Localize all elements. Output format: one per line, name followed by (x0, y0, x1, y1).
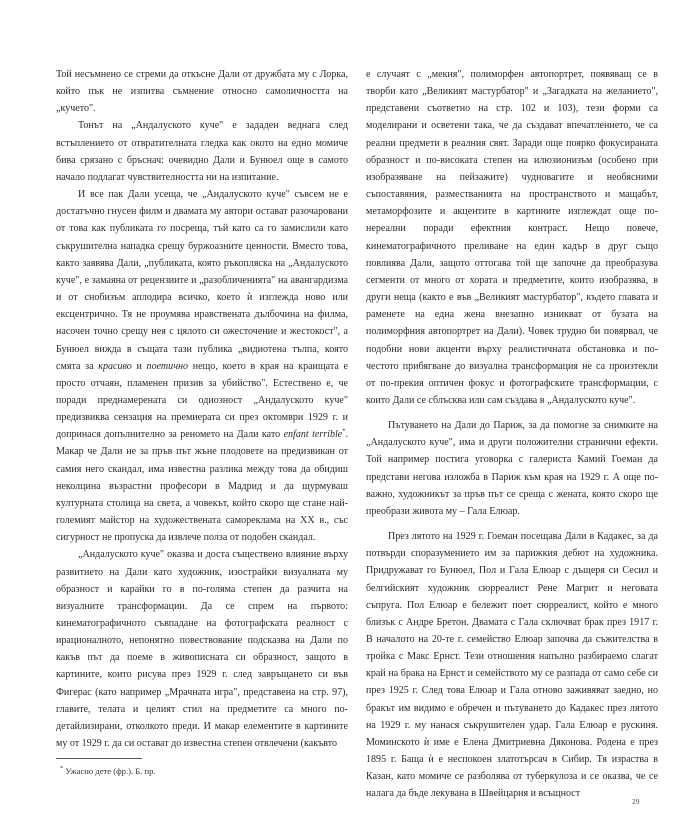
paragraph-reception-continued: нещо, което в края на краищата е просто отчаян, пламенен призив за убийство". Естествено е, че поради преднамерената си одиозност „Андалуското куче" предизвиква сензация на премиерата си през октомври 1929 г. и допринася допълнително за реномето на Дали като (56, 360, 348, 441)
footnote-text: Ужасно дете (фр.). Б. пр. (63, 766, 156, 776)
paragraph-cadaques: През лятото на 1929 г. Гоеман посещава Дали в Кадакес, за да потвърди споразумението им за парижкия дебют на художника. Придружават го Бунюел, Пол и Гала Елюар с дъщеря си Сесил и белгийският художник сюрреалист Рене Магрит и неговата съпруга. Пол Елюар е бележит поет сюрреалист, който е много близък с Андре Бретон. Двамата с Гала сключват брак през 1917 г. В началото на 20-те г. семейство Елюар започва да съжителства в тройка с Макс Ернст. Тези отношения напълно разбираемо слагат край на брака на Ернст и семейството му се разпада от само себе си през 1925 г. След това Елюар и Гала отново заживяват заедно, но бракът им видимо е обречен и пътуването до Кадакес през лятото на 1929 г. му нанася съкрушителен удар. Гала Елюар е рускиня. Моминското ѝ име е Елена Дмитриевна Дяконова. Родена е през 1895 г. Баща ѝ е неспокоен златотърсач в Сибир. Тя израства в Казан, като момиче се разболява от туберкулоза и се оказва, че се налага да бъде лекувана в Швейцария и всъщност (366, 531, 658, 800)
paragraph-paris-trip: Пътуването на Дали до Париж, за да помогне за снимките на „Андалуското куче", има и други положителни странични ефекти. Той например постига уговорка с галериста Камий Гоеман да представи негова изложба в Париж към края на 1929 г. А още по-важно, художникът за пръв път се среща с жената, която скоро ще преобрази живота му – Гала Елюар. (366, 420, 658, 517)
footnote-divider (56, 758, 142, 759)
italic-enfant-terrible: enfant terrible (283, 429, 343, 441)
paragraph-reception-text: И все пак Дали усеща, че „Андалуското куче" съвсем не е достатъчно гнусен филм и двамата му автори остават разочаровани от това как публиката го посреща, тъй като са го замислили като съкрушителна нападка срещу буржоазните ценности. Вместо това, както заявява Дали, „публиката, която ръкопляска на „Андалуското куче", е замаяна от рецензиите и „разобличенията" на авангардизма и от снобизъм аплодира всичко, което ѝ изглежда ново или ексцентрично. Тя не проумява нравствената дълбочина на филма, насочен точно срещу нея с цялото си ожесточение и жестокост", а Бунюел вижда в същата тази публика „видиотена тълпа, която смята за (56, 189, 348, 372)
right-column (366, 66, 658, 803)
paragraph-tone: Тонът на „Андалуското куче" е зададен веднага след встъплението от отвратителната гледка как окото на едно момиче бива срязано с бръснач: очевидно Дали и Бунюел още в самото начало подлагат чувствителността ни на изпитание. (56, 120, 348, 183)
footnote-reference: * (342, 427, 346, 435)
page-number: 29 (632, 797, 640, 806)
left-column (56, 66, 348, 752)
paragraph-influence: „Андалуското куче" оказва и доста съществено влияние върху развитието на Дали като художник, изострайки визуалната му образност и карайки го в по-голяма степен да разчита на визуалните трансформации. Да се спрем на първото: кинематографичното съвпадане на фотографската реалност с ирационалното, непонятно повествование подсказва на Дали по какъв път да поеме в живописната си образност, защото в картините, които рисува през 1929 г. след завръщането си във Фигерас (като например „Мрачната игра", представена на стр. 97), главите, телата и целият стил на предметите са много по-детайлизирани, отколкото преди. И макар елементите в картините му от 1929 г. да си остават до известна степен отвлечени (какъвто (56, 549, 348, 750)
paragraph-reception-end: . Макар че Дали не за пръв път жъне плодовете на предизвикан от самия него скандал, има известна разлика между това да обидиш неколцина възрастни професори в Мадрид и да щурмуваш културната столица на света, а човекът, който скоро ще стане най-големият майстор на художествената самореклама на XX в., със сигурност не пропуска да извлече полза от подобен скандал. (56, 429, 348, 544)
italic-poetichno: поетично (146, 360, 189, 372)
footnote-mark: * (60, 765, 64, 773)
footnote (60, 766, 156, 777)
italic-krasivo: красиво (98, 360, 132, 372)
paragraph-lorca: Той несъмнено се стреми да откъсне Дали от дружбата му с Лорка, който пък не изпитва съмнение относно самоличността на „кучето". (56, 69, 348, 115)
paragraph-forms: е случаят с „мекия", полиморфен автопортрет, появяващ се в творби като „Великият мастурбатор" и „Загадката на желанието", представени съответно на стр. 102 и 103), тези форми са моделирани и осветени така, че да създават впечатлението, че са реални предмети в реалния свят. Заради още поярко фокусираната образност и по-високата степен на илюзионизъм (особено при изобразяване на пейзажите) чудновагите и необясними съпоставяния, разместванията на пространството и мащабът, метаморфозите и акцентите в картините изглеждат още по-нереални поради ефектния контраст. Нещо повече, кинематографичното преливане на един кадър в друг също повлиява Дали, защото оттогава той ще започне да преобразува сегменти от много от хората и предметите, които изобразява, в други неща (както е във „Великият мастурбатор", където главата и раменете на една жена внезапно изникват от бузата на полиморфния автопортрет на Дали). Човек трудно би повярвал, че подобни нови акценти върху реалистичната обстановка и по-честото прибягване до визуална трансформация не са произтекли от по-прекия оптичен фокус и фотографските трансформации, с които Дали се сблъсква или сам създава в „Андалуското куче". (366, 69, 658, 406)
paragraph-reception-and: и (131, 360, 147, 372)
paragraph-reception (56, 186, 348, 546)
